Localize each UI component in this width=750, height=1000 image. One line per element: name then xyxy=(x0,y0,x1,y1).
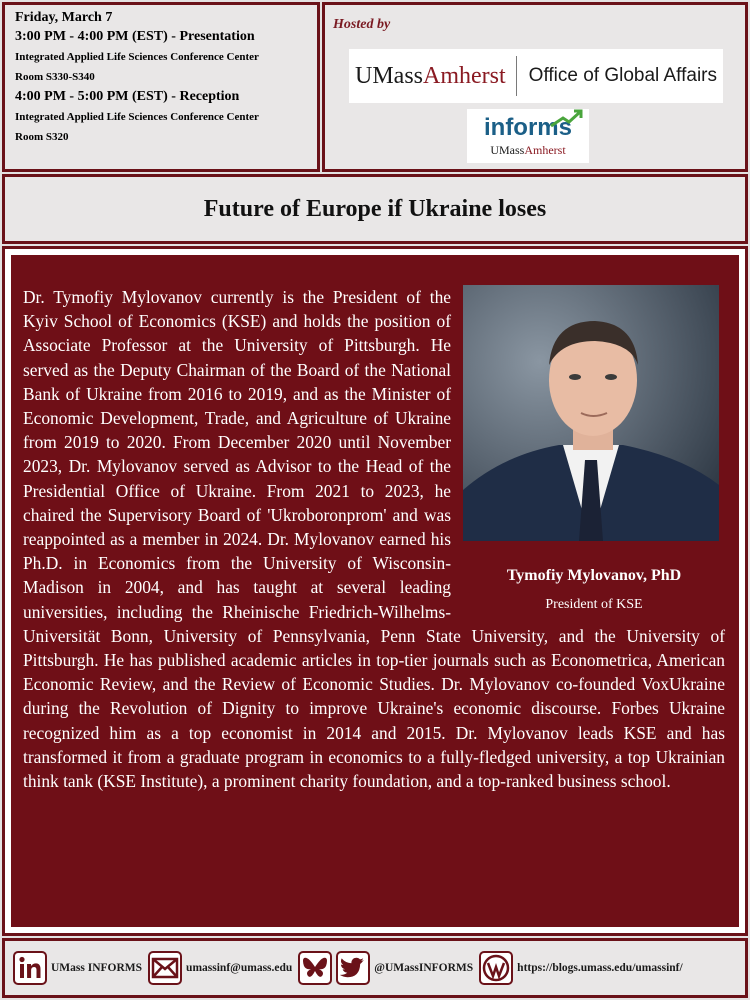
speaker-role: President of KSE xyxy=(545,597,643,612)
linkedin-link[interactable]: UMass INFORMS xyxy=(51,962,143,974)
speaker-photo-column xyxy=(463,285,725,613)
twitter-icon[interactable] xyxy=(336,951,370,985)
umass-global-affairs-logo xyxy=(349,49,723,103)
speaker-photo xyxy=(463,285,719,541)
reception-room: Room S320 xyxy=(15,131,69,143)
event-details xyxy=(2,2,320,172)
reception-time: 4:00 PM - 5:00 PM (EST) - Reception xyxy=(15,89,240,104)
email-link[interactable]: umassinf@umass.edu xyxy=(186,962,293,974)
email-icon[interactable] xyxy=(148,951,182,985)
main-panel xyxy=(2,246,748,936)
title-bar xyxy=(2,174,748,244)
blog-link[interactable]: https://blogs.umass.edu/umassinf/ xyxy=(517,962,683,974)
bluesky-icon[interactable] xyxy=(298,951,332,985)
hosted-by-label: Hosted by xyxy=(333,17,391,32)
informs-logo xyxy=(467,109,589,163)
presentation-time: 3:00 PM - 4:00 PM (EST) - Presentation xyxy=(15,29,255,44)
presentation-room: Room S330-S340 xyxy=(15,71,95,83)
speaker-portrait-illustration xyxy=(463,285,719,541)
page-title: Future of Europe if Ukraine loses xyxy=(203,195,547,222)
informs-subtitle: UMassAmherst xyxy=(490,143,566,157)
umass-wordmark: UMassAmherst xyxy=(355,62,506,89)
event-day: Friday, March 7 xyxy=(15,10,113,25)
hosts-panel xyxy=(322,2,748,172)
footer xyxy=(2,938,748,998)
office-name: Office of Global Affairs xyxy=(528,65,718,86)
informs-wordmark: informs xyxy=(467,109,589,143)
bio-panel xyxy=(11,255,739,927)
logo-divider xyxy=(516,56,517,96)
linkedin-icon[interactable] xyxy=(13,951,47,985)
social-handle-link[interactable]: @UMassINFORMS xyxy=(374,962,474,974)
wordpress-icon[interactable] xyxy=(479,951,513,985)
speaker-bio: Dr. Tymofiy Mylovanov currently is the President of the Kyiv School of Economics (KSE) and holds the position of Associate Professor at the University of Pittsburgh. He served as the Deputy Chairman of the Board of the National Bank of Ukraine from 2016 to 2019, and as the Minister of Economic Development, Trade, and Agriculture of Ukraine from 2019 to 2020. From December 2020 until November 2023, Dr. Mylovanov served as Advisor to the Head of the Presidential Office of Ukraine. From 2021 to 2023, he chaired the Supervisory Board of 'Ukroboronprom' and was reappointed as a member in 2024. Dr. Mylovanov earned his Ph.D. in Economics from the University of Wisconsin-Madison in 2004, and has taught at several leading universities, including the Rheinische Friedrich-Wilhelms-Universität Bonn, University of Pennsylvania, Penn State University, and the University of Pittsburgh. He has published academic articles in top-tier journals such as Econometrica, American Economic Review, and the Review of Economic Studies. Dr. Mylovanov co-founded VoxUkraine during the Revolution of Dignity to improve Ukraine's economic discourse. Forbes Ukraine recognized him as a top economist in 2014 and 2015. Dr. Mylovanov leads KSE and has transformed it from a graduate program in economics to a fully-fledged university, a top Ukrainian think tank (KSE Institute), a prominent charity foundation, and a top-ranked business school. xyxy=(23,287,725,792)
speaker-name: Tymofiy Mylovanov, PhD xyxy=(506,567,682,584)
presentation-venue: Integrated Applied Life Sciences Conference Center xyxy=(15,51,259,63)
reception-venue: Integrated Applied Life Sciences Conference Center xyxy=(15,111,259,123)
growth-arrow-icon xyxy=(549,109,583,129)
